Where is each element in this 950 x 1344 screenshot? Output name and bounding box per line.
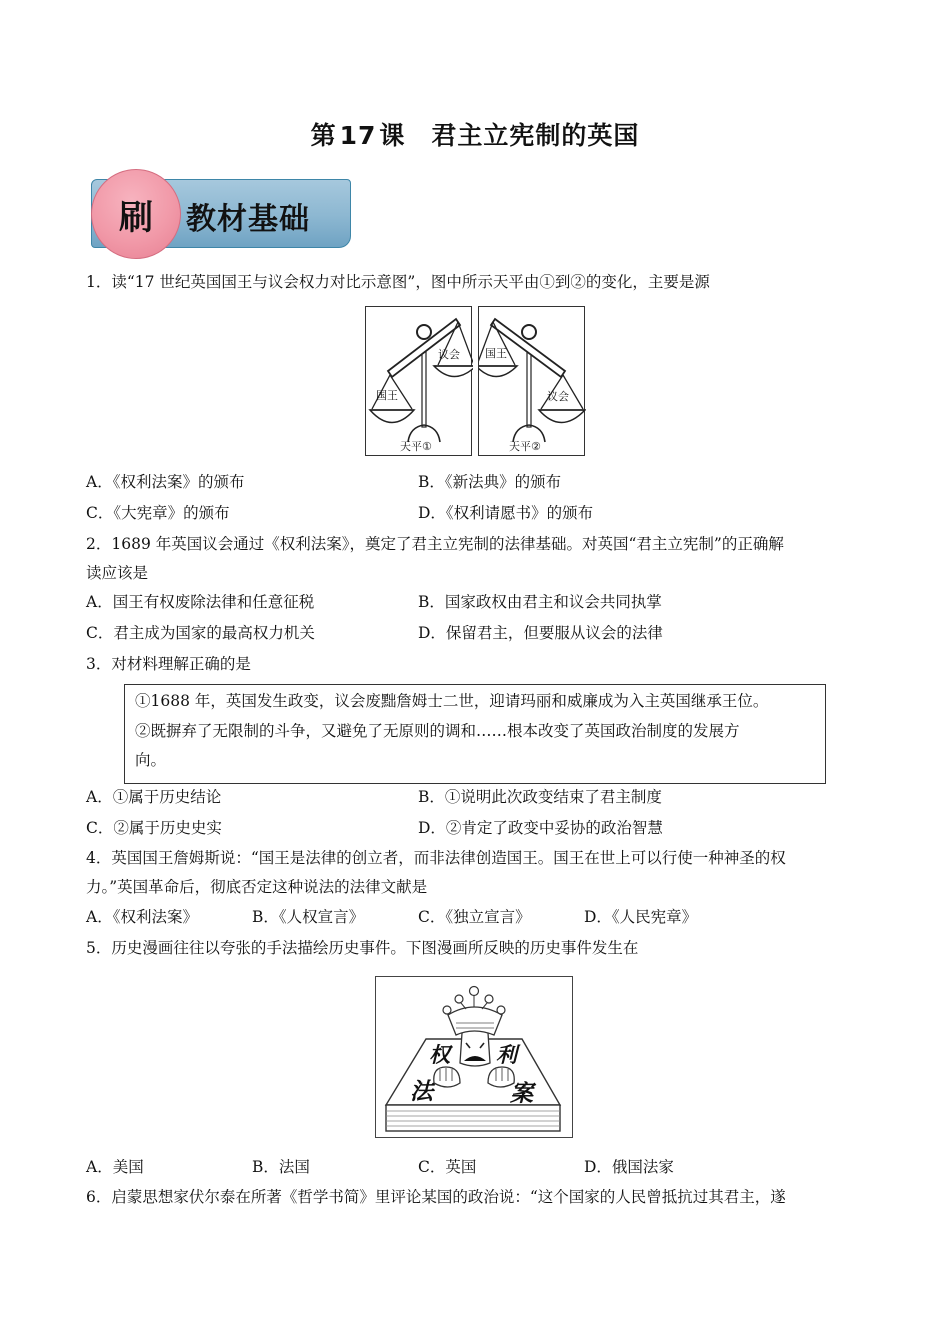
pan-label-king: 国王 <box>485 347 507 360</box>
question-4-option-a[interactable]: A．《权利法案》 <box>86 908 198 926</box>
title-number: 17 <box>339 121 377 150</box>
question-3-option-a[interactable]: A．①属于历史结论 <box>86 788 222 806</box>
question-5-option-a[interactable]: A．美国 <box>86 1158 144 1176</box>
question-4-stem-line-1: 4．英国国王詹姆斯说：“国王是法律的创立者，而非法律创造国王。国王在世上可以行使一种神圣的权 <box>86 849 786 867</box>
question-5-option-d[interactable]: D．俄国法家 <box>584 1158 674 1176</box>
cartoon-char-2: 利 <box>496 1043 517 1067</box>
cartoon-char-1: 权 <box>429 1043 450 1067</box>
material-line-3: 向。 <box>135 751 167 769</box>
pan-label-king: 国王 <box>376 389 398 402</box>
section-badge <box>91 169 181 259</box>
question-3-stem: 3．对材料理解正确的是 <box>86 655 251 673</box>
section-badge-text: 刷 <box>119 197 153 238</box>
question-1-figure <box>365 306 587 456</box>
question-3-option-d[interactable]: D．②肯定了政变中妥协的政治智慧 <box>418 819 663 837</box>
balance-caption-2: 天平② <box>509 440 541 453</box>
question-5-option-c[interactable]: C．英国 <box>418 1158 477 1176</box>
question-2-option-d[interactable]: D．保留君主，但要服从议会的法律 <box>418 624 663 642</box>
pan-label-parliament: 议会 <box>547 390 569 403</box>
question-5-stem: 5．历史漫画往往以夸张的手法描绘历史事件。下图漫画所反映的历史事件发生在 <box>86 939 639 957</box>
question-5-cartoon <box>375 976 573 1138</box>
material-line-1: ①1688 年，英国发生政变，议会废黜詹姆士二世，迎请玛丽和威廉成为入主英国继承王位。 <box>135 692 769 710</box>
balance-panel-2 <box>478 306 585 456</box>
question-4-option-d[interactable]: D．《人民宪章》 <box>584 908 698 926</box>
section-label: 教材基础 <box>186 202 310 237</box>
crowned-book-cartoon-icon <box>376 977 572 1137</box>
title-unit: 课 <box>379 121 406 150</box>
question-3-option-c[interactable]: C．②属于历史史实 <box>86 819 222 837</box>
balance-scale-2-icon <box>479 307 586 457</box>
cartoon-char-4: 案 <box>510 1081 533 1107</box>
question-1-option-d[interactable]: D．《权利请愿书》的颁布 <box>418 504 594 522</box>
question-4-option-b[interactable]: B．《人权宣言》 <box>252 908 365 926</box>
question-5-option-b[interactable]: B．法国 <box>252 1158 310 1176</box>
question-2-stem-line-2: 读应该是 <box>86 564 149 582</box>
question-3-material-box <box>124 684 826 784</box>
question-2-option-c[interactable]: C．君主成为国家的最高权力机关 <box>86 624 315 642</box>
title-prefix: 第 <box>310 121 337 150</box>
question-4-option-c[interactable]: C．《独立宣言》 <box>418 908 531 926</box>
question-6-stem: 6．启蒙思想家伏尔泰在所著《哲学书简》里评论某国的政治说：“这个国家的人民曾抵抗过其君主，遂 <box>86 1188 786 1206</box>
question-1-stem: 1．读“17 世纪英国国王与议会权力对比示意图”，图中所示天平由①到②的变化，主要是源 <box>86 273 710 291</box>
page-title <box>0 116 950 152</box>
pan-label-parliament: 议会 <box>438 348 460 361</box>
question-3-option-b[interactable]: B．①说明此次政变结束了君主制度 <box>418 788 662 806</box>
question-2-option-b[interactable]: B．国家政权由君主和议会共同执掌 <box>418 593 662 611</box>
question-4-stem-line-2: 力。”英国革命后，彻底否定这种说法的法律文献是 <box>86 878 428 896</box>
question-2-stem-line-1: 2．1689 年英国议会通过《权利法案》，奠定了君主立宪制的法律基础。对英国“君主立宪制”的正确解 <box>86 535 784 553</box>
title-text: 君主立宪制的英国 <box>431 121 640 150</box>
balance-panel-1 <box>365 306 472 456</box>
balance-caption-1: 天平① <box>400 440 432 453</box>
material-line-2: ②既摒弃了无限制的斗争，又避免了无原则的调和……根本改变了英国政治制度的发展方 <box>135 722 740 740</box>
question-1-option-b[interactable]: B．《新法典》的颁布 <box>418 473 562 491</box>
balance-scale-1-icon <box>366 307 473 457</box>
question-1-option-c[interactable]: C．《大宪章》的颁布 <box>86 504 230 522</box>
cartoon-char-3: 法 <box>410 1079 433 1105</box>
question-1-option-a[interactable]: A．《权利法案》的颁布 <box>86 473 245 491</box>
question-2-option-a[interactable]: A．国王有权废除法律和任意征税 <box>86 593 315 611</box>
